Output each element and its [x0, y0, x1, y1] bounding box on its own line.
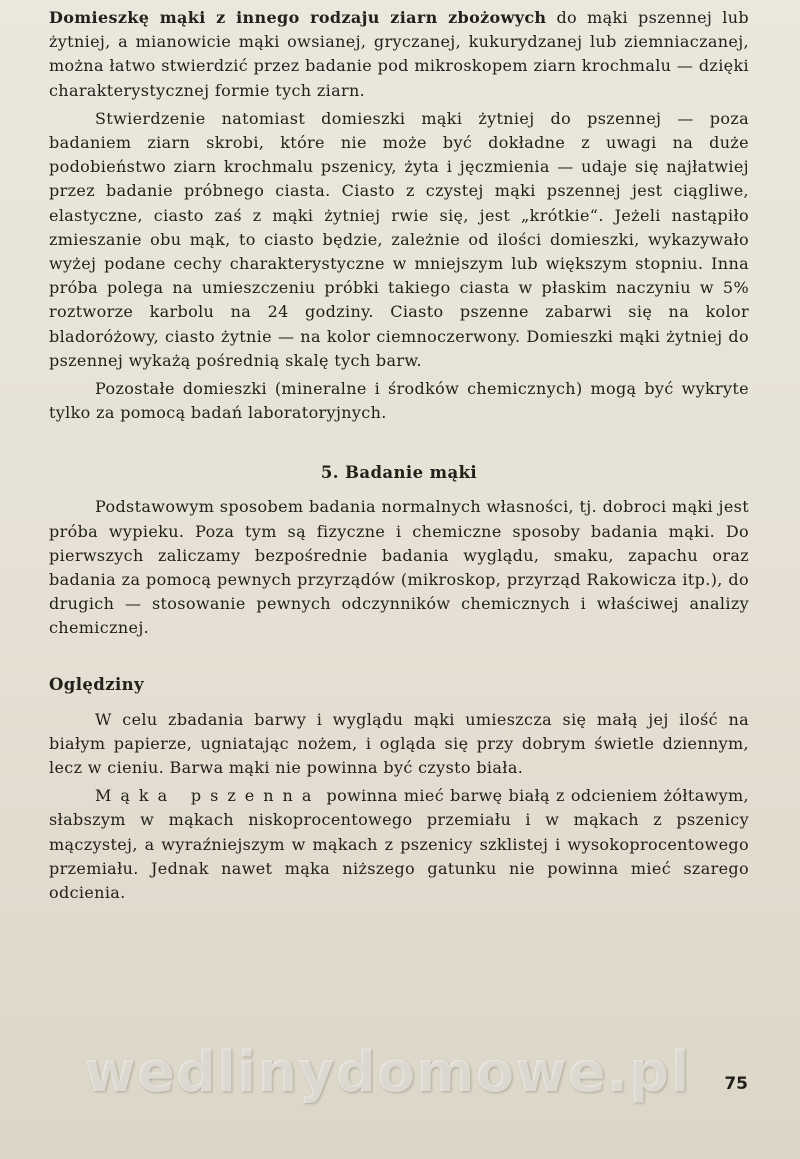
paragraph-wheat-flour-color: [49, 784, 749, 905]
paragraph-inspection: W celu zbadania barwy i wyglądu mąki umieszcza się małą jej ilość na białym papierze, ugniatając nożem, i ogląda się przy dobrym świetle dziennym, lecz w cieniu. Barwa mąki nie powinna być czysto biała.: [49, 709, 749, 778]
page-content: [49, 6, 749, 905]
paragraph-other-admixtures: Pozostałe domieszki (mineralne i środków chemicznych) mogą być wykryte tylko za pomocą badań laboratoryjnych.: [49, 379, 749, 423]
paragraph-text: do mąki pszennej lub żytniej, a mianowicie mąki owsianej, gryczanej, kukurydzanej lub ziemniaczanej, można łatwo stwierdzić przez badanie pod mikroskopem ziarn krochmalu — dzięki charakterystycznej formie tych ziarn.: [49, 8, 749, 100]
section-title: 5. Badanie mąki: [320, 463, 478, 483]
paragraph-lead: Domieszkę mąki z innego rodzaju ziarn zbożowych: [49, 8, 547, 27]
paragraph-flour-admixture: [49, 6, 749, 103]
paragraph-rye-admixture: Stwierdzenie natomiast domieszki mąki żytniej do pszennej — poza badaniem ziarn skrobi, które nie może być dokładne z uwagi na duże podobieństwo ziarn krochmalu pszenicy, żyta i jęczmienia — udaje się najłatwiej przez badanie próbnego ciasta. Ciasto z czystej mąki pszennej jest ciągliwe, elastyczne, ciasto zaś z mąki żytniej rwie się, jest „krótkie“. Jeżeli nastąpiło zmieszanie obu mąk, to ciasto będzie, zależnie od ilości domieszki, wykazywało wyżej podane cechy charakterystyczne w mniejszym lub większym stopniu. Inna próba polega na umieszczeniu próbki takiego ciasta w płaskim naczyniu w 5% roztworze karbolu na 24 godziny. Ciasto pszenne zabarwi się na kolor bladoróżowy, ciasto żytnie — na kolor ciemnoczerwony. Domieszki mąki żytniej do pszennej wykażą pośrednią skalę tych barw.: [49, 108, 749, 370]
page-number: 75: [724, 1074, 748, 1094]
subsection-heading: Oględziny: [49, 674, 145, 694]
watermark: wedlinydomowe.pl: [84, 1040, 691, 1105]
spaced-term: Mąka pszenna: [95, 786, 321, 806]
paragraph-flour-testing: Podstawowym sposobem badania normalnych własności, tj. dobroci mąki jest próba wypieku. Poza tym są fizyczne i chemiczne sposoby badania mąki. Do pierwszych zaliczamy bezpośrednie badania wyglądu, smaku, zapachu oraz badania za pomocą pewnych przyrządów (mikroskop, przyrząd Rakowicza itp.), do drugich — stosowanie pewnych odczynników chemicznych i właściwej analizy chemicznej.: [49, 497, 749, 638]
paragraph-text: powinna mieć barwę białą z odcieniem żółtawym, słabszym w mąkach niskoprocentowego przemiału i w mąkach z pszenicy mączystej, a wyraźniejszym w mąkach z pszenicy szklistej i wysokoprocentowego przemiału. Jednak nawet mąka niższego gatunku nie powinna mieć szarego odcienia.: [49, 786, 749, 903]
